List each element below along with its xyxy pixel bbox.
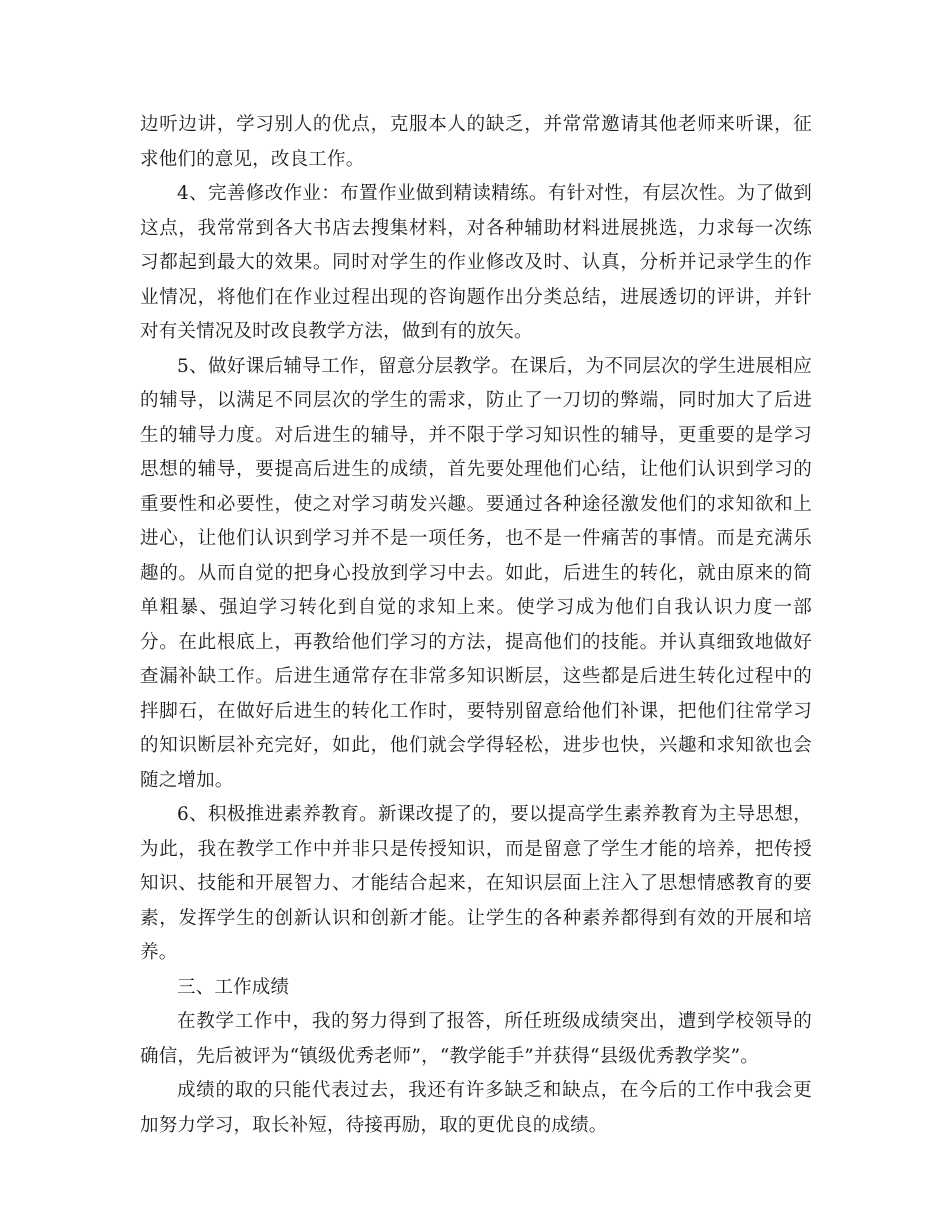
paragraph-tutoring: 5、做好课后辅导工作，留意分层教学。在课后，为不同层次的学生进展相应的辅导，以满足不同层次的学生的需求，防止了一刀切的弊端，同时加大了后进生的辅导力度。对后进生的辅导，并不限于学习知识性的辅导，更重要的是学习思想的辅导，要提高后进生的成绩，首先要处理他们心结，让他们认识到学习的重要性和必要性，使之对学习萌发兴趣。要通过各种途径激发他们的求知欲和上进心，让他们认识到学习并不是一项任务，也不是一件痛苦的事情。而是充满乐趣的。从而自觉的把身心投放到学习中去。如此，后进生的转化，就由原来的简单粗暴、强迫学习转化到自觉的求知上来。使学习成为他们自我认识力度一部分。在此根底上，再教给他们学习的方法，提高他们的技能。并认真细致地做好查漏补缺工作。后进生通常存在非常多知识断层，这些都是后进生转化过程中的拌脚石，在做好后进生的转化工作时，要特别留意给他们补课，把他们往常学习的知识断层补充完好，如此，他们就会学得轻松，进步也快，兴趣和求知欲也会随之增加。 [140, 355, 812, 791]
paragraph-achievements: 在教学工作中，我的努力得到了报答，所任班级成绩突出，遭到学校领导的确信，先后被评为“镇级优秀老师”，“教学能手”并获得“县级优秀教学奖”。 [140, 1011, 812, 1067]
document-page [140, 108, 812, 1143]
paragraph-homework: 4、完善修改作业：布置作业做到精读精练。有针对性，有层次性。为了做到这点，我常常到各大书店去搜集材料，对各种辅助材料进展挑选，力求每一次练习都起到最大的效果。同时对学生的作业修改及时、认真，分析并记录学生的作业情况，将他们在作业过程出现的咨询题作出分类总结，进展透切的评讲，并针对有关情况及时改良教学方法，做到有的放矢。 [140, 183, 812, 342]
paragraph-continuation: 边听边讲，学习别人的优点，克服本人的缺乏，并常常邀请其他老师来听课，征求他们的意见，改良工作。 [140, 114, 812, 170]
paragraph-conclusion: 成绩的取的只能代表过去，我还有许多缺乏和缺点，在今后的工作中我会更加努力学习，取长补短，待接再励，取的更优良的成绩。 [140, 1080, 812, 1136]
section-heading-achievements: 三、工作成绩 [177, 976, 290, 998]
paragraph-quality-education: 6、积极推进素养教育。新课改提了的，要以提高学生素养教育为主导思想，为此，我在教学工作中并非只是传授知识，而是留意了学生才能的培养，把传授知识、技能和开展智力、才能结合起来，在知识层面上注入了思想情感教育的要素，发挥学生的创新认识和创新才能。让学生的各种素养都得到有效的开展和培养。 [140, 804, 812, 963]
